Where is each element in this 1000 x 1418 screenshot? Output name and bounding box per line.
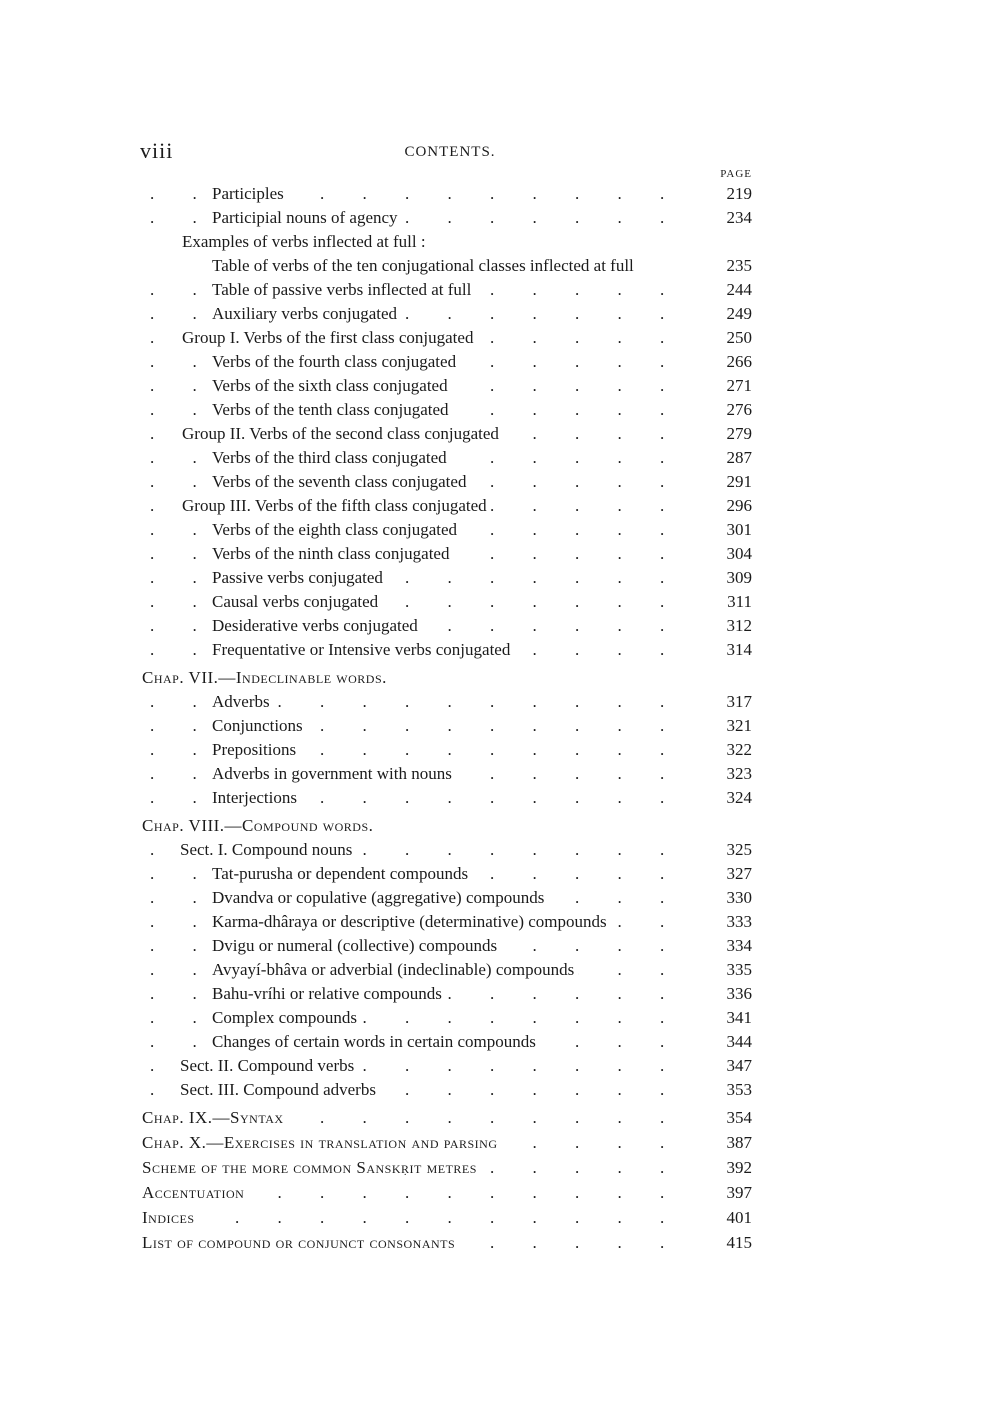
entry-label: Participles bbox=[212, 184, 288, 204]
toc-entry bbox=[0, 206, 1000, 230]
dot-leader bbox=[150, 1208, 700, 1228]
entry-label: Avyayí-bhâva or adverbial (indeclinable) compounds bbox=[212, 960, 578, 980]
entry-page: 324 bbox=[700, 788, 752, 808]
toc-entry bbox=[0, 182, 1000, 206]
chapter-entry bbox=[0, 1231, 1000, 1255]
entry-page: 234 bbox=[700, 208, 752, 228]
entry-page: 249 bbox=[700, 304, 752, 324]
entry-page: 271 bbox=[700, 376, 752, 396]
toc-entry bbox=[0, 494, 1000, 518]
entry-label: Group I. Verbs of the first class conjugated bbox=[182, 328, 477, 348]
entry-page: 250 bbox=[700, 328, 752, 348]
entry-label: Causal verbs conjugated bbox=[212, 592, 382, 612]
toc-entry bbox=[0, 614, 1000, 638]
entry-label: List of compound or conjunct consonants bbox=[142, 1233, 459, 1253]
entry-page: 296 bbox=[700, 496, 752, 516]
toc-entry bbox=[0, 934, 1000, 958]
entry-page: 334 bbox=[700, 936, 752, 956]
entry-page: 219 bbox=[700, 184, 752, 204]
entry-label: Indices bbox=[142, 1208, 199, 1228]
chapter-entry bbox=[0, 1131, 1000, 1155]
chapter-title: Chap. VII.—Indeclinable words. bbox=[142, 668, 391, 688]
entry-label: Scheme of the more common Sanskṛit metres bbox=[142, 1158, 481, 1178]
entry-label: Sect. I. Compound nouns bbox=[180, 840, 356, 860]
entry-label: Dvigu or numeral (collective) compounds bbox=[212, 936, 501, 956]
entry-label: Verbs of the tenth class conjugated bbox=[212, 400, 453, 420]
entry-label: Group III. Verbs of the fifth class conjugated bbox=[182, 496, 491, 516]
toc-entry bbox=[0, 278, 1000, 302]
entry-label: Chap. IX.—Syntax bbox=[142, 1108, 288, 1128]
entry-page: 353 bbox=[700, 1080, 752, 1100]
entry-page: 244 bbox=[700, 280, 752, 300]
toc-entry bbox=[0, 1078, 1000, 1102]
toc-entry bbox=[0, 590, 1000, 614]
entry-page: 312 bbox=[700, 616, 752, 636]
entry-label: Verbs of the third class conjugated bbox=[212, 448, 451, 468]
chapter-entry bbox=[0, 1106, 1000, 1130]
entry-page: 335 bbox=[700, 960, 752, 980]
entry-page: 354 bbox=[700, 1108, 752, 1128]
toc-entry bbox=[0, 886, 1000, 910]
toc-entry bbox=[0, 470, 1000, 494]
entry-page: 279 bbox=[700, 424, 752, 444]
entry-label: Verbs of the eighth class conjugated bbox=[212, 520, 461, 540]
toc-entry bbox=[0, 422, 1000, 446]
entry-label: Group II. Verbs of the second class conjugated bbox=[182, 424, 503, 444]
entry-label: Desiderative verbs conjugated bbox=[212, 616, 422, 636]
entry-page: 323 bbox=[700, 764, 752, 784]
toc-entry bbox=[0, 374, 1000, 398]
entry-label: Participial nouns of agency bbox=[212, 208, 402, 228]
entry-page: 415 bbox=[700, 1233, 752, 1253]
entry-page: 304 bbox=[700, 544, 752, 564]
entry-page: 235 bbox=[700, 256, 752, 276]
toc-entry bbox=[0, 982, 1000, 1006]
entry-page: 301 bbox=[700, 520, 752, 540]
entry-label: Conjunctions bbox=[212, 716, 307, 736]
toc-entry bbox=[0, 326, 1000, 350]
entry-label: Frequentative or Intensive verbs conjugated bbox=[212, 640, 514, 660]
entry-label: Bahu-vríhi or relative compounds bbox=[212, 984, 446, 1004]
entry-page: 266 bbox=[700, 352, 752, 372]
toc-entry bbox=[0, 958, 1000, 982]
entry-label: Chap. X.—Exercises in translation and parsing bbox=[142, 1133, 502, 1153]
entry-label: Adverbs in government with nouns bbox=[212, 764, 456, 784]
entry-label: Passive verbs conjugated bbox=[212, 568, 387, 588]
entry-page: 291 bbox=[700, 472, 752, 492]
entry-label: Verbs of the ninth class conjugated bbox=[212, 544, 453, 564]
entry-label: Changes of certain words in certain compounds bbox=[212, 1032, 540, 1052]
chapter-heading bbox=[0, 814, 1000, 838]
toc-entry bbox=[0, 350, 1000, 374]
entry-page: 321 bbox=[700, 716, 752, 736]
entry-label: Dvandva or copulative (aggregative) compounds bbox=[212, 888, 548, 908]
toc-entry bbox=[0, 690, 1000, 714]
toc-entry bbox=[0, 1030, 1000, 1054]
toc-entry bbox=[0, 230, 1000, 254]
entry-label: Tat-purusha or dependent compounds bbox=[212, 864, 472, 884]
chapter-entry bbox=[0, 1156, 1000, 1180]
entry-label: Sect. II. Compound verbs bbox=[180, 1056, 358, 1076]
toc-entry bbox=[0, 738, 1000, 762]
toc-entry bbox=[0, 446, 1000, 470]
toc-entry bbox=[0, 566, 1000, 590]
entry-page: 311 bbox=[700, 592, 752, 612]
running-head: CONTENTS. bbox=[404, 144, 496, 160]
entry-page: 314 bbox=[700, 640, 752, 660]
entry-label: Karma-dhâraya or descriptive (determinative) compounds bbox=[212, 912, 611, 932]
entry-label: Sect. III. Compound adverbs bbox=[180, 1080, 380, 1100]
entry-page: 325 bbox=[700, 840, 752, 860]
entry-page: 401 bbox=[700, 1208, 752, 1228]
chapter-title: Chap. VIII.—Compound words. bbox=[142, 816, 377, 836]
page-number: viii bbox=[140, 138, 174, 163]
entry-page: 333 bbox=[700, 912, 752, 932]
toc-entry bbox=[0, 762, 1000, 786]
toc-entry bbox=[0, 638, 1000, 662]
toc-entry bbox=[0, 838, 1000, 862]
chapter-entry bbox=[0, 1181, 1000, 1205]
entry-label: Prepositions bbox=[212, 740, 300, 760]
entry-label: Table of passive verbs inflected at full bbox=[212, 280, 475, 300]
entry-page: 322 bbox=[700, 740, 752, 760]
toc-entry bbox=[0, 862, 1000, 886]
entry-page: 347 bbox=[700, 1056, 752, 1076]
toc-entry bbox=[0, 1006, 1000, 1030]
entry-page: 387 bbox=[700, 1133, 752, 1153]
entry-page: 392 bbox=[700, 1158, 752, 1178]
entry-label: Verbs of the sixth class conjugated bbox=[212, 376, 452, 396]
entry-page: 276 bbox=[700, 400, 752, 420]
entry-label: Verbs of the seventh class conjugated bbox=[212, 472, 470, 492]
toc-entry bbox=[0, 714, 1000, 738]
entry-page: 287 bbox=[700, 448, 752, 468]
entry-page: 330 bbox=[700, 888, 752, 908]
toc-entry bbox=[0, 302, 1000, 326]
entry-page: 317 bbox=[700, 692, 752, 712]
toc-entry bbox=[0, 542, 1000, 566]
page-column-label: PAGE bbox=[720, 168, 752, 180]
entry-label: Adverbs bbox=[212, 692, 274, 712]
entry-page: 327 bbox=[700, 864, 752, 884]
entry-page: 397 bbox=[700, 1183, 752, 1203]
toc-entry bbox=[0, 1054, 1000, 1078]
toc-entry bbox=[0, 786, 1000, 810]
entry-page: 309 bbox=[700, 568, 752, 588]
entry-page: 341 bbox=[700, 1008, 752, 1028]
entry-label: Examples of verbs inflected at full : bbox=[182, 232, 430, 252]
chapter-entry bbox=[0, 1206, 1000, 1230]
entry-label: Auxiliary verbs conjugated bbox=[212, 304, 401, 324]
toc-entry bbox=[0, 518, 1000, 542]
chapter-heading bbox=[0, 666, 1000, 690]
entry-page: 344 bbox=[700, 1032, 752, 1052]
entry-page: 336 bbox=[700, 984, 752, 1004]
entry-label: Accentuation bbox=[142, 1183, 248, 1203]
entry-label: Complex compounds bbox=[212, 1008, 361, 1028]
table-of-contents bbox=[0, 182, 1000, 1255]
entry-label: Interjections bbox=[212, 788, 301, 808]
entry-label: Table of verbs of the ten conjugational classes inflected at full bbox=[212, 256, 638, 276]
toc-entry bbox=[0, 910, 1000, 934]
toc-entry bbox=[0, 254, 1000, 278]
entry-label: Verbs of the fourth class conjugated bbox=[212, 352, 460, 372]
toc-entry bbox=[0, 398, 1000, 422]
